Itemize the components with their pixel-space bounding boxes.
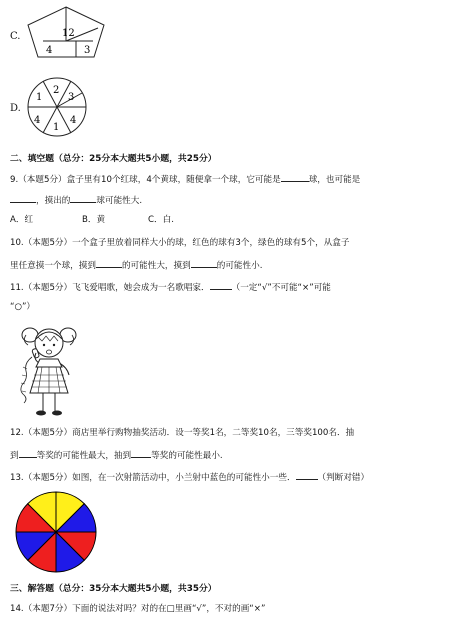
q9-blank-3[interactable] (70, 193, 96, 203)
question-12-line-1: 12.（本题5分）商店里举行购物抽奖活动．设一等奖1名，二等奖10名，三等奖100名．抽 (10, 428, 355, 438)
q9-text-b: 球，也可能是 (308, 175, 361, 185)
question-11-line-1 (10, 280, 331, 294)
q13-blank[interactable] (296, 470, 318, 480)
q9-blank-2[interactable] (10, 193, 36, 203)
option-c-label: C. (10, 31, 21, 42)
circle-number-4-right: 4 (70, 115, 77, 126)
pentagon-number-3: 3 (84, 45, 91, 56)
q9-text-a: 9.（本题5分）盒子里有10个红球，4个黄球，随便拿一个球，它可能是 (10, 175, 281, 185)
archery-target-icon (14, 490, 98, 574)
pentagon-number-4: 4 (46, 45, 53, 56)
q10-text-a: 里任意摸一个球，摸到 (10, 261, 96, 271)
question-10-line-2 (10, 258, 262, 272)
q13-text-a: 13.（本题5分）如图，在一次射箭活动中，小兰射中蓝色的可能性小一些． (10, 473, 296, 483)
circle-number-3: 3 (68, 92, 75, 103)
q9-text-d: 球可能性大. (96, 196, 143, 206)
q12-text-b: 等奖的可能性最大，抽到 (36, 451, 132, 461)
section-2-heading: 二、填空题（总分：25分本大题共5小题，共25分） (10, 154, 217, 164)
girl-singing-icon (18, 323, 80, 419)
circle-number-4-left: 4 (34, 115, 41, 126)
q10-blank-1[interactable] (96, 258, 122, 268)
question-9-line-2 (10, 193, 142, 207)
circle-number-2: 2 (53, 85, 60, 96)
question-10-line-1: 10.（本题5分）一个盒子里放着同样大小的球，红色的球有3个，绿色的球有5个，从盒子 (10, 238, 350, 248)
q9-choice-a[interactable]: A．红 (10, 215, 34, 225)
q12-blank-2[interactable] (131, 448, 151, 458)
q11-blank[interactable] (210, 280, 232, 290)
circle-number-1: 1 (36, 92, 43, 103)
circle-spinner-figure (24, 76, 90, 138)
q11-text-b: （一定“√”不可能“×”可能 (231, 283, 331, 293)
q13-text-b: （判断对错） (317, 473, 370, 483)
option-d-label: D. (10, 103, 21, 114)
question-12-line-2 (10, 448, 223, 462)
circle-number-1-bottom: 1 (53, 122, 60, 133)
q9-choice-b[interactable]: B．黄 (82, 215, 106, 225)
q11-text-a: 11.（本题5分）飞飞爱唱歌，她会成为一名歌唱家． (10, 283, 210, 293)
q9-blank-1[interactable] (281, 172, 309, 182)
q10-blank-2[interactable] (191, 258, 217, 268)
q12-text-a: 到 (10, 451, 19, 461)
question-14-line-1: 14.（本题7分）下面的说法对吗？对的在□里画“√”，不对的画“×” (10, 604, 266, 614)
section-3-heading: 三、解答题（总分：35分本大题共5小题，共35分） (10, 584, 217, 594)
question-13-line-1 (10, 470, 369, 484)
q10-text-c: 的可能性小. (216, 261, 263, 271)
q10-text-b: 的可能性大，摸到 (121, 261, 191, 271)
pentagon-number-12: 12 (62, 28, 75, 39)
question-9-line-1 (10, 172, 360, 186)
q9-choice-c[interactable]: C．白. (148, 215, 174, 225)
pentagon-spinner-figure (26, 6, 106, 58)
q9-text-c: ，摸出的 (36, 196, 71, 206)
q12-text-c: 等奖的可能性最小. (151, 451, 223, 461)
q12-blank-1[interactable] (19, 448, 37, 458)
question-11-line-2: “○”） (10, 302, 35, 312)
